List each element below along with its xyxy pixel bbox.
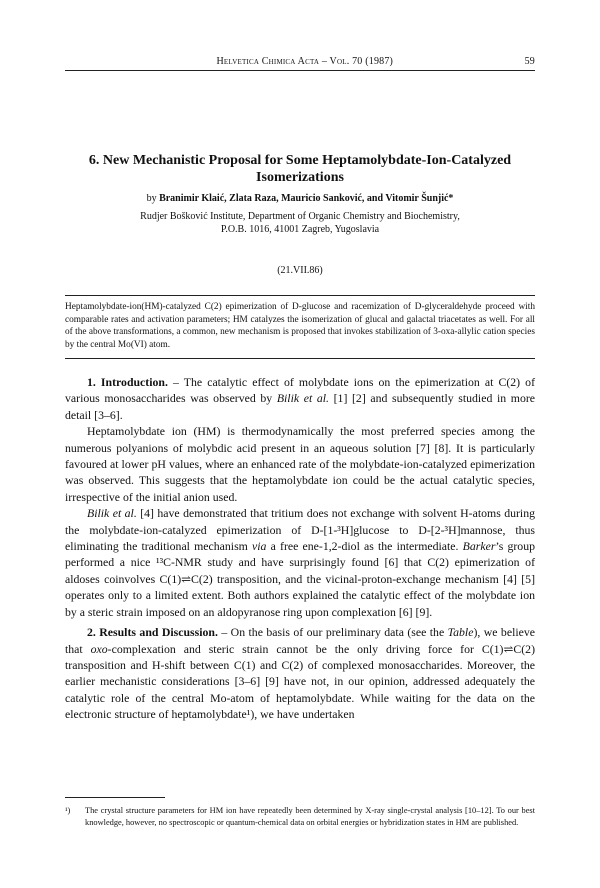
article-title: 6. New Mechanistic Proposal for Some Heptamolybdate-Ion-Catalyzed Isomerizations	[88, 153, 512, 185]
journal-title: Helvetica Chimica Acta – Vol. 70 (1987)	[216, 56, 394, 67]
paragraph-hm: Heptamolybdate ion (HM) is thermodynamically the most preferred species among the numerous polyanions of molybdic acid present in an aqueous solution [7] [8]. It is particularly favoured at lower pH values, where an enhanced rate of the molybdate-ion-catalyzed epimerization was observed. This suggests that the heptamolybdate ion could be the actual catalytic species, irrespective of the initial anion used.	[65, 424, 535, 504]
by-word: by	[146, 193, 157, 204]
results-heading: 2. Results and Discussion.	[87, 625, 218, 640]
abstract: Heptamolybdate-ion(HM)-catalyzed C(2) epimerization of D-glucose and racemization of D-glyceraldehyde proceed with comparable rates and activation parameters; HM catalyzes the isomerization of glucal and galactal triacetates as well. For all of the above transformations, a common, new mechanism is proposed that invokes stabilization of 3-oxa-allylic cation species by the central Mo(VI) atom.	[65, 302, 535, 350]
results-paragraph: 2. Results and Discussion. – On the basis of our preliminary data (see the Table), we believe that oxo-complexation and steric strain cannot be the only driving force for C(1)⇌C(2) transposition and H-shift between C(1) and C(2) of complexed monosaccharides. Moreover, the earlier mechanistic considerations [3–6] [9] have not, in our opinion, addressed adequately the catalytic role of the central Mo-atom of heptamolybdate. While waiting for the data on the electronic structure of heptamolybdate¹), we have undertaken	[65, 625, 535, 722]
abstract-rule-top	[65, 295, 535, 296]
footnote-text: The crystal structure parameters for HM ion have repeatedly been determined by X-ray single-crystal analysis [10–12]. To our best knowledge, however, no spectroscopic or quantum-chemical data on orbital energies or hybridization states in HM are published.	[85, 806, 535, 827]
footnote	[65, 805, 535, 828]
citation: Bilik et al.	[276, 391, 329, 406]
affiliation	[110, 211, 490, 236]
page-number: 59	[524, 56, 535, 67]
intro-paragraph: 1. Introduction. – The catalytic effect of molybdate ions on the epimerization at C(2) of various monosaccharides was observed by Bilik et al. [1] [2] and subsequently studied in more detail [3–6].	[65, 375, 536, 422]
footnote-marker: ¹)	[65, 806, 71, 815]
affiliation-line-1: Rudjer Bošković Institute, Department of Organic Chemistry and Biochemistry,	[140, 211, 460, 222]
paragraph-bilik: Bilik et al. [4] have demonstrated that tritium does not exchange with solvent H-atoms during the molybdate-ion-catalyzed epimerization of D-[1-³H]glucose to D-[2-³H]mannose, thus eliminating the traditional mechanism via a free ene-1,2-diol as the intermediate. Barker’s group performed a nice ¹³C-NMR study and have surprisingly found [6] that C(2) epimerization of aldoses coinvolves C(1)⇌C(2) transposition, and the vicinal-proton-exchange mechanism [4] [5] operates only to a limited extent. Both authors explained the catalytic effect of the molybdate ion by a steric strain imposed on an aldopyranose ring upon complexation [6] [9].	[65, 506, 536, 619]
citation: Bilik et al.	[87, 506, 137, 521]
received-date: (21.VII.86)	[277, 265, 323, 276]
footnote-rule	[65, 797, 165, 798]
intro-heading: 1. Introduction.	[87, 375, 168, 389]
author-names: Branimir Klaić, Zlata Raza, Mauricio Sanković, and Vitomir Šunjić*	[159, 193, 454, 204]
header-rule	[65, 70, 535, 71]
citation: Barker	[462, 539, 496, 554]
body-text	[65, 374, 535, 723]
author-line	[65, 193, 535, 204]
abstract-rule-bottom	[65, 358, 535, 359]
affiliation-line-2: P.O.B. 1016, 41001 Zagreb, Yugoslavia	[220, 223, 380, 235]
running-header	[65, 56, 535, 67]
